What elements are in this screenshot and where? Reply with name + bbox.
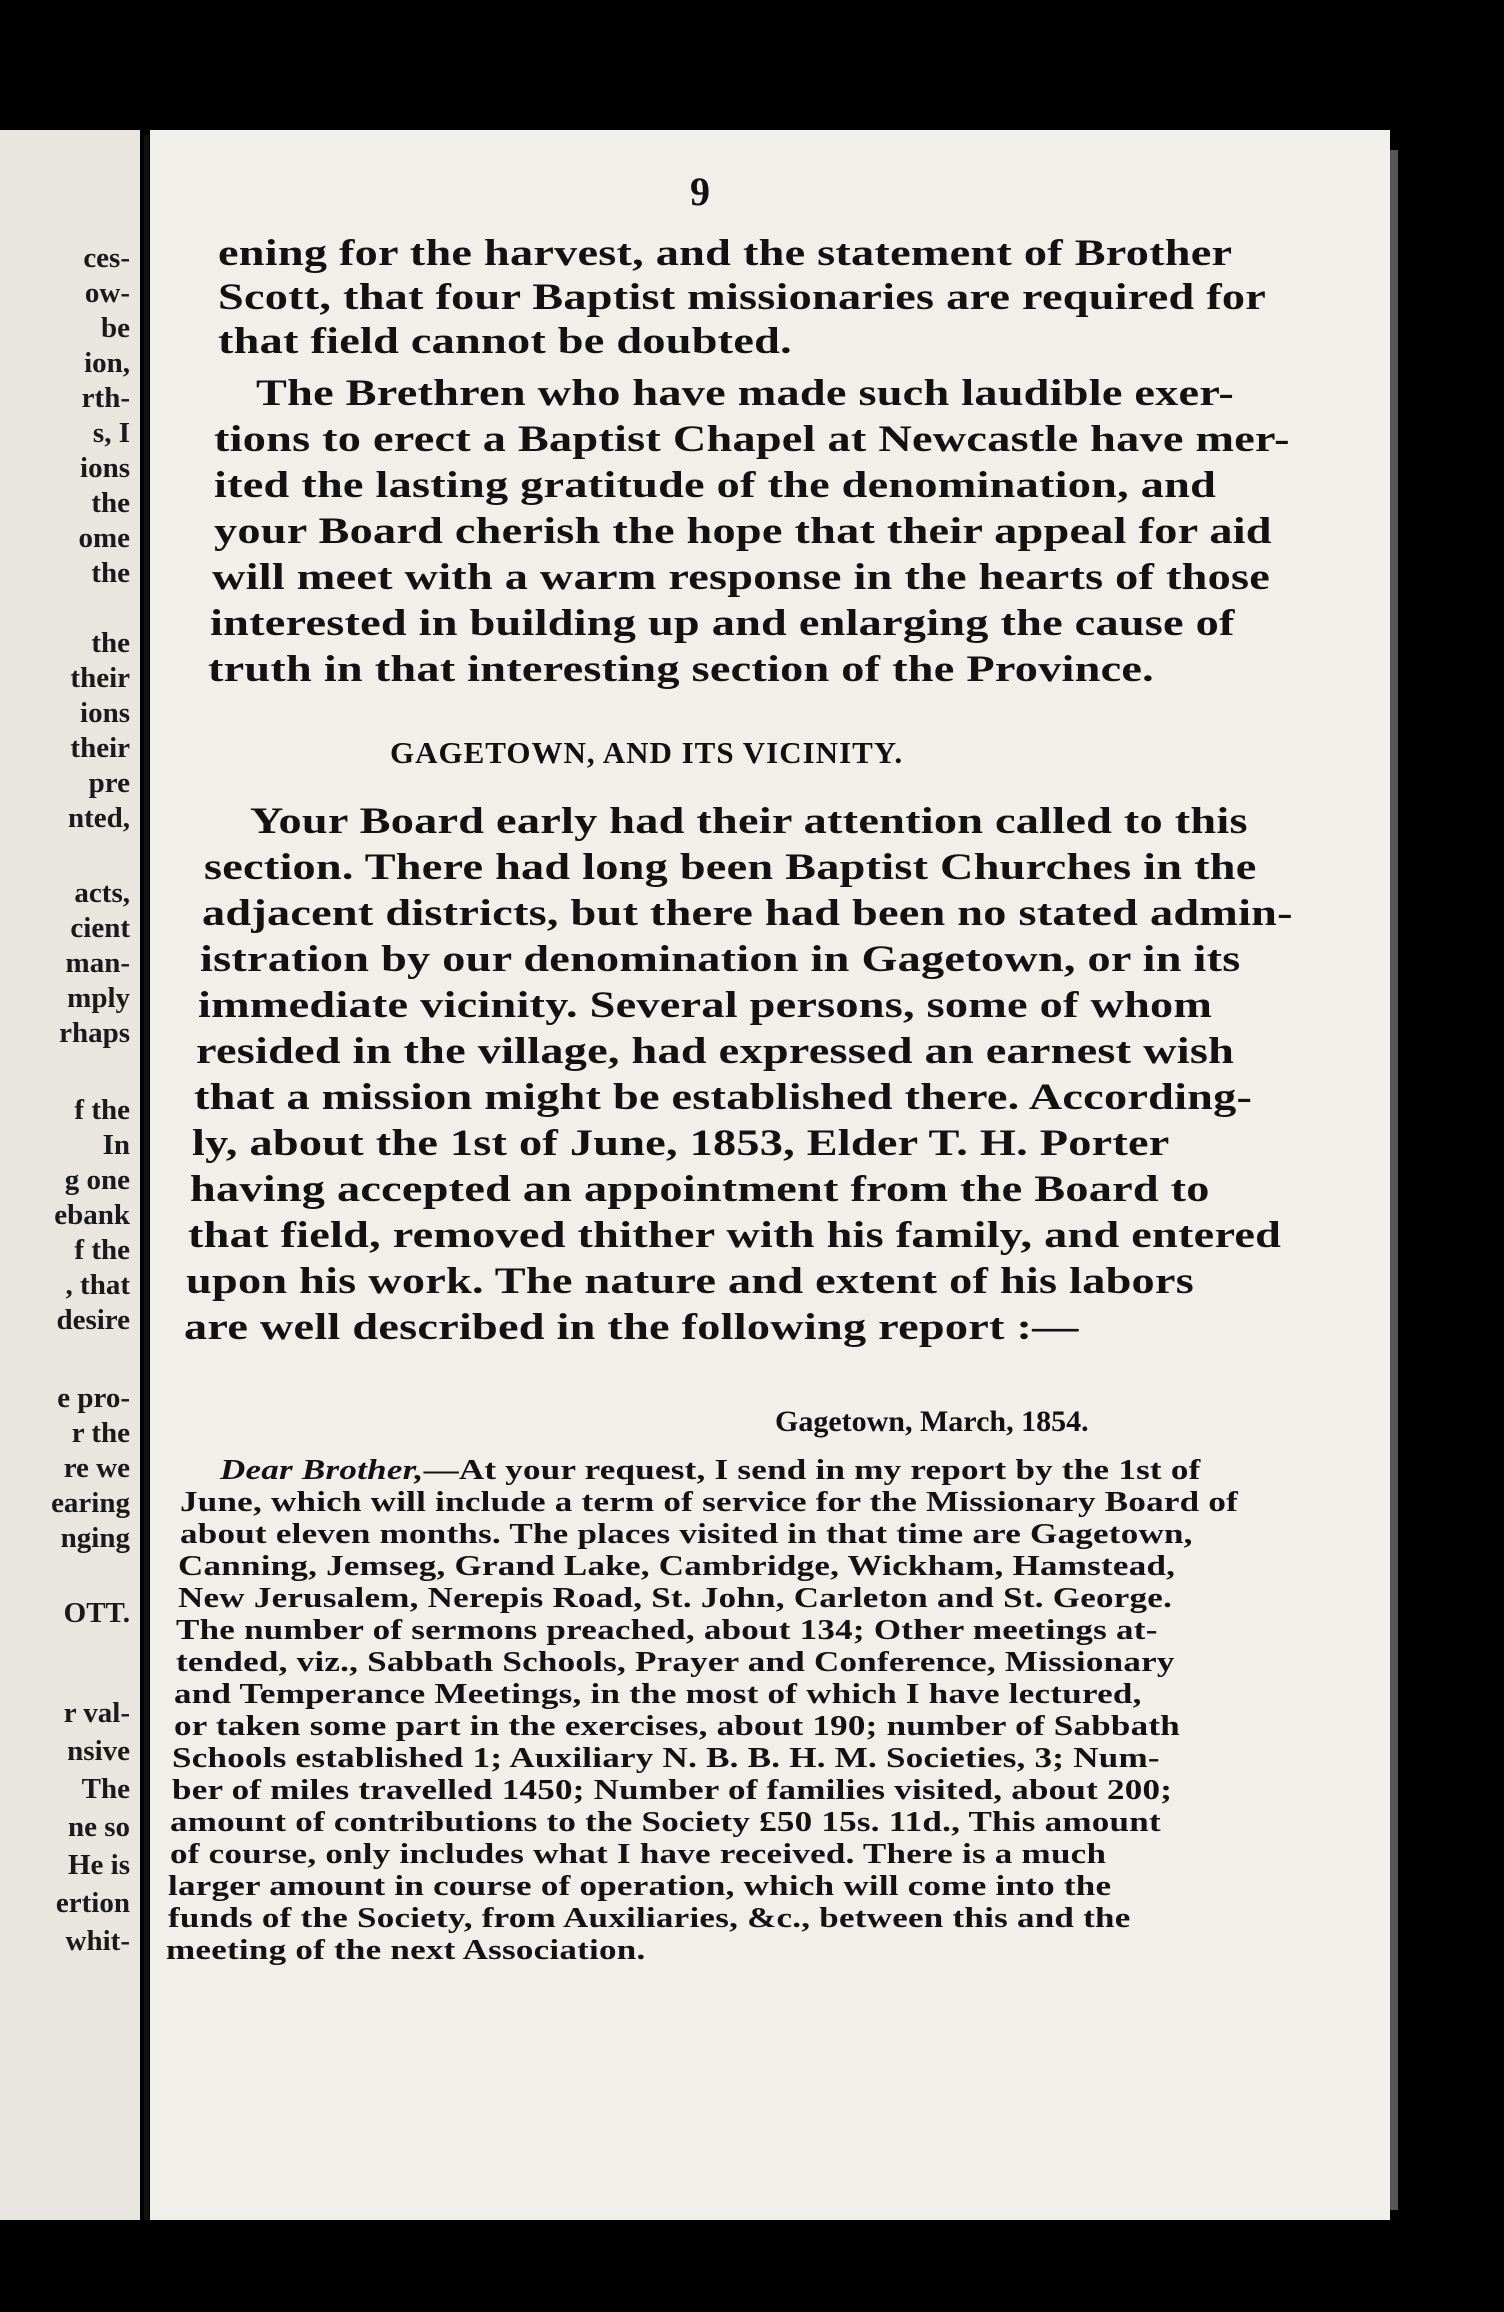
left-page-fragment: re we: [63, 1452, 130, 1484]
left-page-fragment: ces-: [83, 242, 130, 274]
left-page-fragment: rhaps: [59, 1017, 130, 1049]
paragraph-line: adjacent districts, but there had been no stated admin-: [202, 893, 1293, 934]
left-page-fragment: ne so: [67, 1811, 130, 1843]
paragraph-line: Scott, that four Baptist missionaries are required for: [218, 277, 1267, 318]
paragraph-line: truth in that interesting section of the Province.: [208, 649, 1154, 690]
letter-line: tended, viz., Sabbath Schools, Prayer and Conference, Missionary: [176, 1647, 1175, 1678]
left-page-fragment: whit-: [65, 1925, 130, 1957]
page-gutter: [144, 135, 149, 2220]
paragraph-line: section. There had long been Baptist Churches in the: [204, 847, 1257, 888]
left-page-fragment: the: [91, 627, 130, 659]
letter-line: The number of sermons preached, about 134; Other meetings at-: [176, 1615, 1158, 1646]
left-page-fragment: mply: [67, 982, 130, 1014]
left-page-fragment: He is: [67, 1849, 130, 1881]
left-page-fragment: ion,: [84, 347, 130, 379]
left-page-fragment: ebank: [54, 1199, 130, 1231]
left-page-fragment: ions: [80, 452, 130, 484]
left-page-fragment: nging: [60, 1522, 130, 1554]
letter-line-text: —At your request, I send in my report by the 1st of: [423, 1455, 1201, 1486]
page-number: 9: [690, 169, 710, 214]
letter-line: about eleven months. The places visited in that time are Gagetown,: [180, 1519, 1193, 1550]
left-page-fragment: g one: [64, 1164, 130, 1196]
paragraph-line: immediate vicinity. Several persons, some of whom: [198, 985, 1213, 1026]
letter-line: New Jerusalem, Nerepis Road, St. John, Carleton and St. George.: [178, 1583, 1173, 1614]
paragraph-line: ening for the harvest, and the statement of Brother: [218, 233, 1233, 274]
left-page-fragment: ertion: [55, 1887, 130, 1919]
left-page-fragment: earing: [51, 1487, 130, 1519]
left-page-fragment: nsive: [67, 1735, 130, 1767]
left-page-fragment: , that: [65, 1269, 130, 1301]
left-page-fragment: f the: [74, 1234, 130, 1266]
left-page-fragment: rth-: [81, 382, 130, 414]
letter-line: larger amount in course of operation, which will come into the: [168, 1871, 1112, 1902]
left-page-fragment: nted,: [67, 802, 130, 834]
left-page-fragment: r val-: [63, 1697, 130, 1729]
paragraph-line: upon his work. The nature and extent of his labors: [186, 1261, 1194, 1302]
left-page-fragment: e pro-: [57, 1382, 130, 1414]
letter-line: [220, 1455, 1201, 1486]
left-page-fragment: s, I: [92, 417, 130, 449]
left-page-fragment: In: [102, 1129, 130, 1161]
left-page-fragment: The: [81, 1773, 130, 1805]
letter-line: amount of contributions to the Society £50 15s. 11d., This amount: [170, 1807, 1161, 1838]
paragraph-line: are well described in the following report :—: [184, 1307, 1079, 1348]
paragraph-line: ited the lasting gratitude of the denomination, and: [214, 465, 1217, 506]
paragraph-line: having accepted an appointment from the Board to: [190, 1169, 1210, 1210]
left-page-fragment: ions: [80, 697, 130, 729]
left-facing-page: [0, 130, 140, 2220]
page-edge-shadow: [1390, 150, 1398, 2210]
paragraph-line: that field, removed thither with his family, and entered: [188, 1215, 1282, 1256]
paragraph-line: Your Board early had their attention called to this: [250, 801, 1248, 842]
section-heading: GAGETOWN, AND ITS VICINITY.: [390, 735, 904, 770]
letter-line: and Temperance Meetings, in the most of which I have lectured,: [174, 1679, 1142, 1710]
left-page-fragment: the: [91, 487, 130, 519]
paragraph-line: The Brethren who have made such laudible exer-: [256, 373, 1235, 414]
letter-line: or taken some part in the exercises, about 190; number of Sabbath: [174, 1711, 1180, 1742]
letter-line: of course, only includes what I have received. There is a much: [170, 1839, 1107, 1870]
letter-dateline: Gagetown, March, 1854.: [775, 1405, 1089, 1438]
letter-line: ber of miles travelled 1450; Number of families visited, about 200;: [172, 1775, 1173, 1806]
left-page-fragment: f the: [74, 1094, 130, 1126]
left-page-fragment: desire: [56, 1304, 130, 1336]
left-page-fragment: man-: [65, 947, 130, 979]
left-page-fragment: r the: [71, 1417, 130, 1449]
paragraph-line: resided in the village, had expressed an earnest wish: [196, 1031, 1235, 1072]
paragraph-line: that a mission might be established there. According-: [194, 1077, 1253, 1118]
paragraph-line: interested in building up and enlarging the cause of: [210, 603, 1235, 644]
paragraph-line: tions to erect a Baptist Chapel at Newcastle have mer-: [214, 419, 1290, 460]
left-page-fragment: pre: [88, 767, 130, 799]
paragraph-line: will meet with a warm response in the hearts of those: [212, 557, 1271, 598]
left-page-fragment: OTT.: [63, 1597, 130, 1629]
left-page-fragment: cient: [70, 912, 130, 944]
letter-salutation: Dear Brother,: [220, 1455, 424, 1486]
left-page-fragment: their: [70, 732, 130, 764]
paragraph-line: ly, about the 1st of June, 1853, Elder T. H. Porter: [192, 1123, 1170, 1164]
left-page-fragment: be: [101, 312, 130, 344]
paragraph-line: your Board cherish the hope that their appeal for aid: [214, 511, 1272, 552]
letter-line: Canning, Jemseg, Grand Lake, Cambridge, Wickham, Hamstead,: [178, 1551, 1176, 1582]
paragraph-line: istration by our denomination in Gagetown, or in its: [200, 939, 1241, 980]
left-page-fragment: their: [70, 662, 130, 694]
letter-line: Schools established 1; Auxiliary N. B. B. H. M. Societies, 3; Num-: [172, 1743, 1160, 1774]
left-page-fragment: ome: [78, 522, 130, 554]
letter-line: June, which will include a term of service for the Missionary Board of: [180, 1487, 1239, 1518]
letter-line: funds of the Society, from Auxiliaries, &c., between this and the: [168, 1903, 1131, 1934]
letter-line: meeting of the next Association.: [166, 1935, 646, 1966]
paragraph-line: that field cannot be doubted.: [218, 321, 792, 362]
left-page-fragment: the: [91, 557, 130, 589]
left-page-fragment: acts,: [74, 877, 130, 909]
left-page-fragment: ow-: [84, 277, 130, 309]
